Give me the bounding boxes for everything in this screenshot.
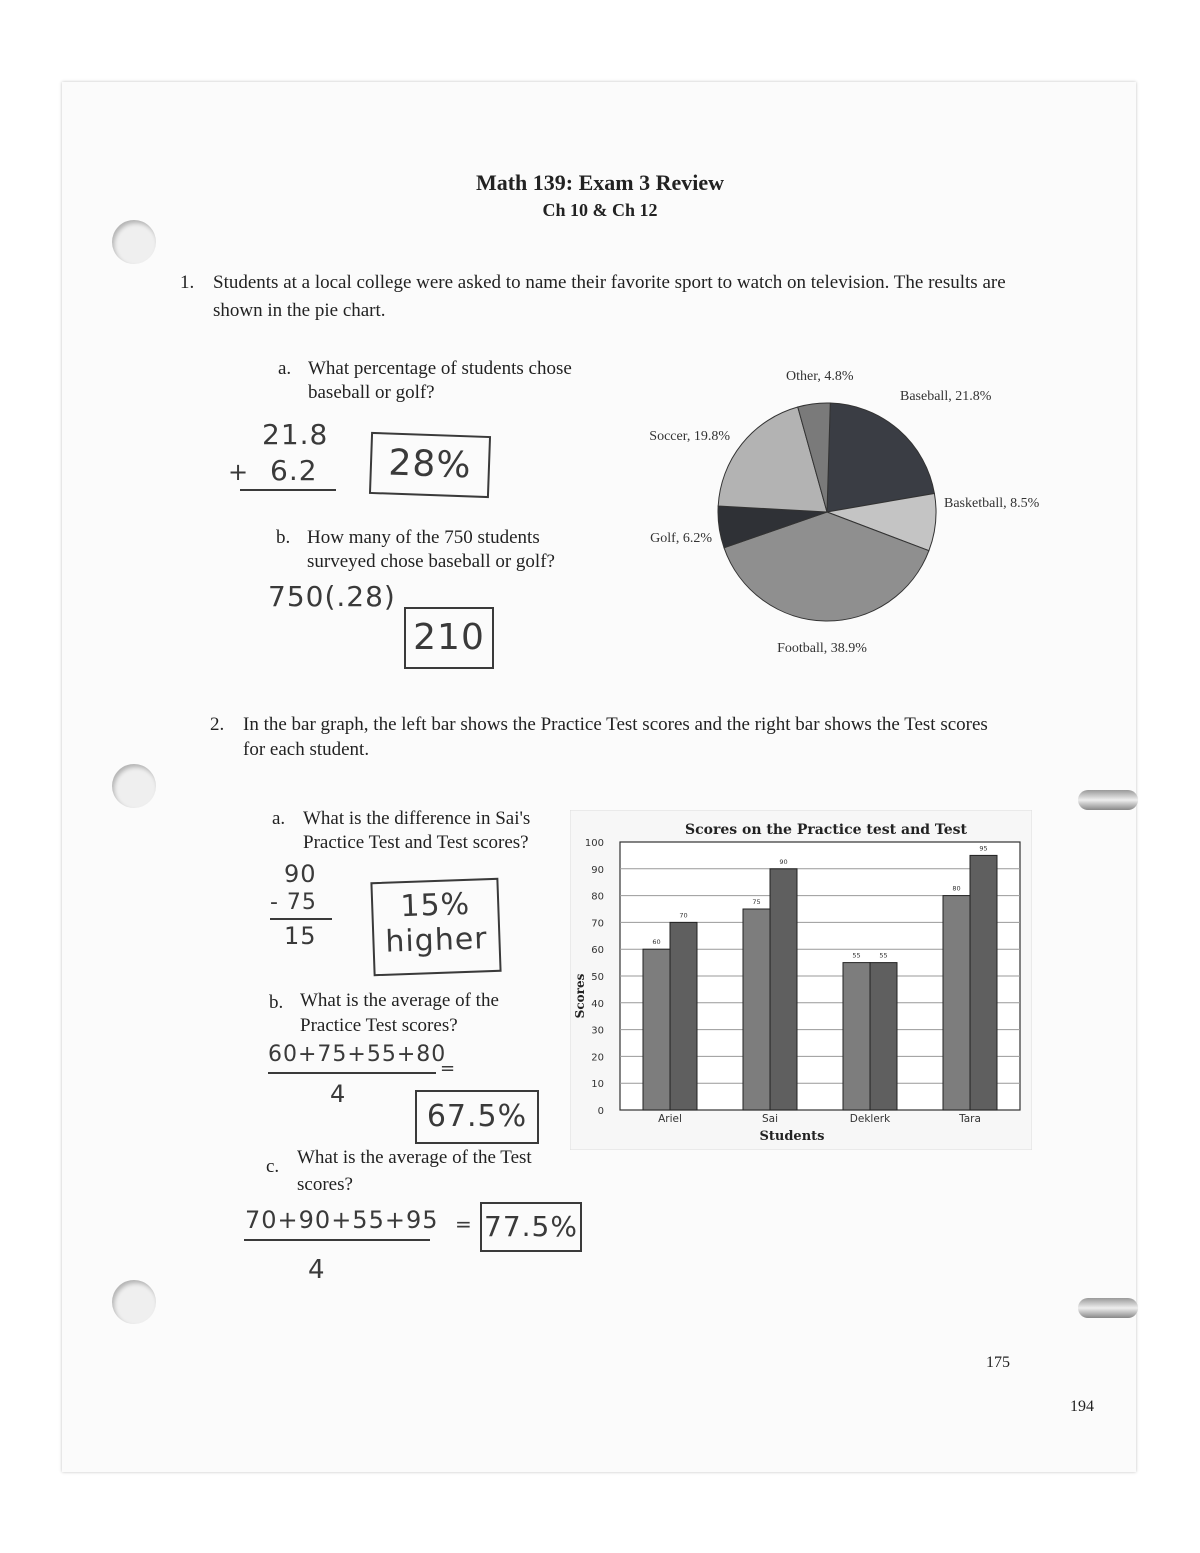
q2a-line2: Practice Test and Test scores? bbox=[303, 832, 529, 853]
q2-text-line2: for each student. bbox=[243, 739, 370, 760]
bar-ytick-label: 100 bbox=[584, 838, 604, 849]
bar-chart-title: Scores on the Practice test and Test bbox=[685, 822, 967, 838]
q1-text-line1: Students at a local college were asked to name their favorite sport to watch on television. The results are bbox=[213, 272, 1006, 293]
bar-xtick-label-ariel: Ariel bbox=[658, 1113, 682, 1125]
bar-ytick-label: 20 bbox=[591, 1052, 604, 1064]
bar-xtick-label-sai: Sai bbox=[761, 1113, 779, 1125]
bar-tara-series-1 bbox=[943, 896, 970, 1110]
bar-data-label: 55 bbox=[852, 951, 861, 960]
page-subtitle: Ch 10 & Ch 12 bbox=[542, 200, 658, 220]
bar-data-label: 60 bbox=[652, 938, 661, 947]
punch-hole bbox=[112, 764, 156, 808]
q1-number: 1. bbox=[180, 272, 195, 293]
bar-ytick-label: 40 bbox=[591, 998, 604, 1010]
bar-data-label: 90 bbox=[779, 857, 788, 866]
bar-ytick-label: 80 bbox=[591, 891, 604, 903]
bar-chart-xlabel: Students bbox=[759, 1129, 825, 1144]
q2c-work-equals: = bbox=[455, 1212, 473, 1236]
pie-label-football: Football, 38.9% bbox=[777, 641, 867, 656]
q1a-line1: What percentage of students chose bbox=[308, 358, 572, 379]
q2c-letter: c. bbox=[266, 1156, 280, 1177]
bar-ytick-label: 0 bbox=[597, 1106, 604, 1117]
q2a-letter: a. bbox=[272, 808, 286, 829]
q2a-line1: What is the difference in Sai's bbox=[303, 808, 531, 829]
punch-hole bbox=[112, 220, 156, 264]
bar-ytick-label: 50 bbox=[591, 972, 604, 983]
bar-tara-series-2 bbox=[970, 855, 997, 1110]
q1a-letter: a. bbox=[278, 358, 292, 379]
q2c-work-denominator: 4 bbox=[308, 1255, 326, 1285]
bar-data-label: 55 bbox=[879, 951, 888, 960]
pie-label-other: Other, 4.8% bbox=[786, 369, 854, 384]
q1a-line2: baseball or golf? bbox=[308, 382, 435, 403]
q1a-work-rule bbox=[240, 489, 336, 491]
q2b-answer-box: 67.5% bbox=[415, 1090, 539, 1144]
bar-data-label: 95 bbox=[979, 844, 988, 853]
bar-ytick-label: 60 bbox=[591, 945, 604, 957]
q2b-letter: b. bbox=[269, 992, 284, 1013]
pie-label-baseball: Baseball, 21.8% bbox=[900, 389, 992, 404]
q2c-work-rule bbox=[244, 1239, 430, 1241]
bar-sai-series-1 bbox=[743, 909, 770, 1110]
bar-deklerk-series-1 bbox=[843, 963, 870, 1110]
q1b-line2: surveyed chose baseball or golf? bbox=[307, 551, 555, 572]
q2b-work-numerator: 60+75+55+80 bbox=[268, 1042, 447, 1067]
page-number-outer: 194 bbox=[1070, 1398, 1094, 1415]
q1-text-line2: shown in the pie chart. bbox=[213, 300, 386, 321]
bar-ytick-label: 10 bbox=[591, 1079, 604, 1091]
q1b-letter: b. bbox=[276, 527, 291, 548]
q1a-work-plus: + bbox=[228, 458, 250, 486]
bar-ariel-series-2 bbox=[670, 922, 697, 1110]
q1b-answer-box: 210 bbox=[404, 607, 494, 669]
pie-slice-baseball bbox=[827, 403, 934, 512]
bar-sai-series-2 bbox=[770, 869, 797, 1110]
binder-ring bbox=[1078, 790, 1138, 810]
bar-chart bbox=[570, 810, 1032, 1150]
q2c-work-numerator: 70+90+55+95 bbox=[245, 1206, 439, 1234]
q2-number: 2. bbox=[210, 714, 225, 735]
pie-chart bbox=[610, 355, 1080, 665]
bar-ytick-label: 30 bbox=[591, 1025, 604, 1037]
q1a-answer-box: 28% bbox=[369, 432, 491, 498]
q1a-work-line2: 6.2 bbox=[270, 454, 318, 487]
q2-text-line1: In the bar graph, the left bar shows the Practice Test scores and the right bar shows the Test scores bbox=[243, 714, 988, 735]
q2a-work-line2: - 75 bbox=[270, 890, 317, 915]
punch-hole bbox=[112, 1280, 156, 1324]
bar-chart-ylabel: Scores bbox=[573, 973, 587, 1019]
bar-data-label: 70 bbox=[679, 911, 688, 920]
q2a-work-line1: 90 bbox=[284, 860, 317, 888]
q2b-line2: Practice Test scores? bbox=[300, 1015, 458, 1036]
q2b-line1: What is the average of the bbox=[300, 990, 499, 1011]
q2a-work-line3: 15 bbox=[284, 922, 317, 950]
q2a-answer-box bbox=[370, 878, 501, 976]
bar-data-label: 75 bbox=[752, 898, 761, 906]
q1a-work-line1: 21.8 bbox=[262, 418, 329, 451]
q2b-work-equals: = bbox=[440, 1058, 457, 1079]
q2a-answer-line1: 15% bbox=[399, 886, 471, 925]
bar-ytick-label: 70 bbox=[591, 918, 604, 930]
pie-label-golf: Golf, 6.2% bbox=[650, 531, 712, 546]
bar-xtick-label-tara: Tara bbox=[959, 1113, 981, 1125]
q2b-work-rule bbox=[268, 1072, 436, 1074]
q2c-line1: What is the average of the Test bbox=[297, 1147, 532, 1168]
bar-data-label: 80 bbox=[952, 884, 961, 893]
q2a-work-rule bbox=[270, 918, 332, 920]
q1b-work: 750(.28) bbox=[268, 580, 396, 613]
binder-ring bbox=[1078, 1298, 1138, 1318]
q1b-line1: How many of the 750 students bbox=[307, 527, 540, 548]
pie-label-basketball: Basketball, 8.5% bbox=[944, 496, 1040, 511]
q2b-work-denominator: 4 bbox=[330, 1080, 347, 1108]
bar-deklerk-series-2 bbox=[870, 963, 897, 1110]
page-title: Math 139: Exam 3 Review bbox=[475, 170, 725, 195]
bar-xtick-label-deklerk: Deklerk bbox=[849, 1113, 891, 1125]
pie-label-soccer: Soccer, 19.8% bbox=[649, 429, 730, 444]
bar-ytick-label: 90 bbox=[591, 864, 604, 876]
page-number-inner: 175 bbox=[986, 1354, 1010, 1371]
q2a-answer-line2: higher bbox=[384, 921, 489, 960]
q2c-line2: scores? bbox=[297, 1174, 353, 1195]
q2c-answer-box: 77.5% bbox=[480, 1202, 582, 1252]
bar-ariel-series-1 bbox=[643, 949, 670, 1110]
